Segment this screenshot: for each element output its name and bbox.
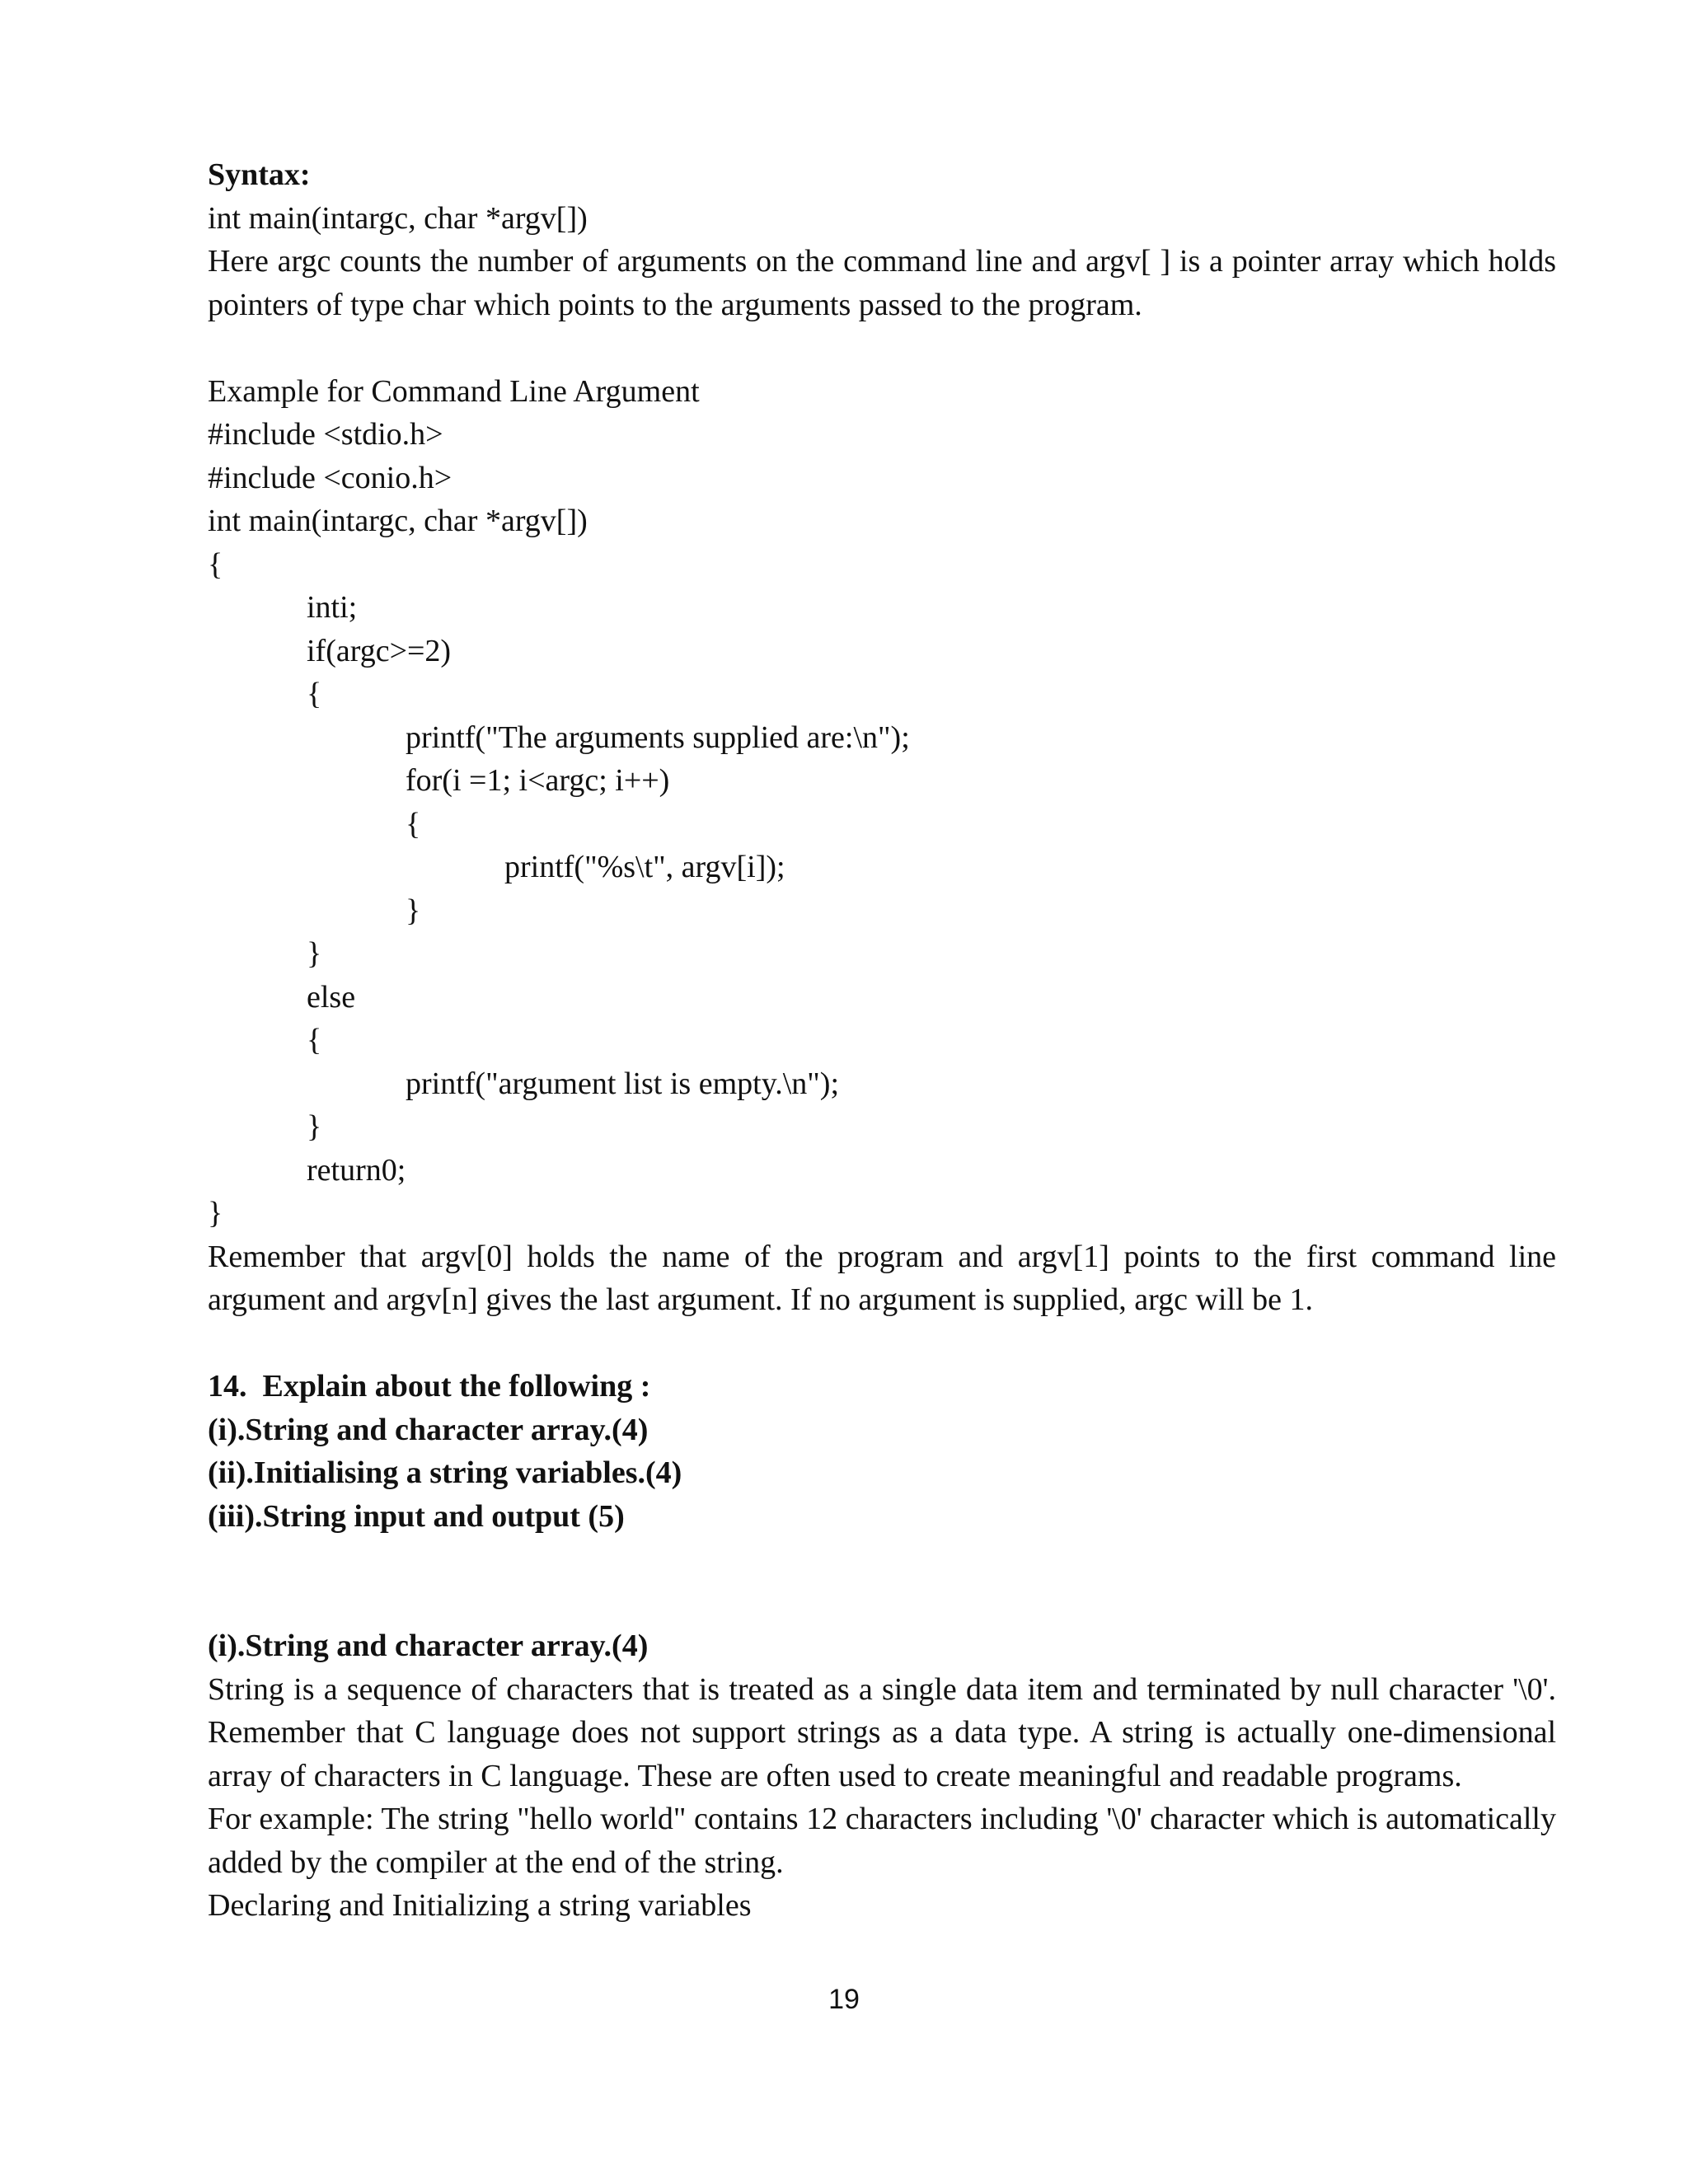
code-line: #include <stdio.h> xyxy=(208,417,443,452)
code-line: #include <conio.h> xyxy=(208,460,452,495)
code-line: } xyxy=(307,1109,322,1144)
answer-closing: Declaring and Initializing a string variables xyxy=(208,1888,752,1923)
code-line: printf("argument list is empty.\n"); xyxy=(406,1066,840,1101)
spacer xyxy=(208,326,1556,370)
document-page xyxy=(208,153,1556,1928)
spacer xyxy=(208,1538,1556,1624)
spacer xyxy=(208,1322,1556,1366)
syntax-description: Here argc counts the number of arguments on the command line and argv[ ] is a pointer array which holds pointers of type char which points to the arguments passed to the program. xyxy=(208,244,1556,322)
question-part: (iii).String input and output (5) xyxy=(208,1498,625,1534)
syntax-heading: Syntax: xyxy=(208,157,311,192)
question-title: 14. Explain about the following : xyxy=(208,1369,651,1404)
code-line: } xyxy=(406,893,421,928)
code-line: { xyxy=(307,1023,322,1057)
code-line: printf("The arguments supplied are:\n"); xyxy=(406,719,910,755)
code-line: if(argc>=2) xyxy=(307,633,452,668)
example-title: Example for Command Line Argument xyxy=(208,373,700,409)
page-number: 19 xyxy=(828,1984,860,2015)
code-line: } xyxy=(307,936,322,971)
code-line: { xyxy=(406,806,421,841)
code-line: return0; xyxy=(307,1152,406,1188)
syntax-signature: int main(intargc, char *argv[]) xyxy=(208,200,588,236)
code-line: inti; xyxy=(307,590,358,625)
code-line: { xyxy=(208,546,223,582)
answer-paragraph: String is a sequence of characters that is treated as a single data item and terminated by null character '\0'. Remember that C language does not support strings as a data type. A string is actually one-dimensional array of characters in C language. These are often used to create meaningful and readable programs. xyxy=(208,1671,1556,1793)
question-part: (ii).Initialising a string variables.(4) xyxy=(208,1455,682,1490)
example-remark: Remember that argv[0] holds the name of the program and argv[1] points to the first command line argument and argv[n] gives the last argument. If no argument is supplied, argc will be 1. xyxy=(208,1239,1556,1317)
answer-heading: (i).String and character array.(4) xyxy=(208,1629,649,1663)
code-line: int main(intargc, char *argv[]) xyxy=(208,504,588,538)
question-part: (i).String and character array.(4) xyxy=(208,1412,649,1447)
code-line: else xyxy=(307,979,356,1015)
answer-paragraph: For example: The string "hello world" contains 12 characters including '\0' character which is automatically added by the compiler at the end of the string. xyxy=(208,1802,1556,1880)
code-line: } xyxy=(208,1196,223,1230)
code-line: printf("%s\t", argv[i]); xyxy=(504,850,785,884)
code-line: { xyxy=(307,677,322,711)
code-line: for(i =1; i<argc; i++) xyxy=(406,763,670,798)
code-block xyxy=(208,413,1556,1235)
